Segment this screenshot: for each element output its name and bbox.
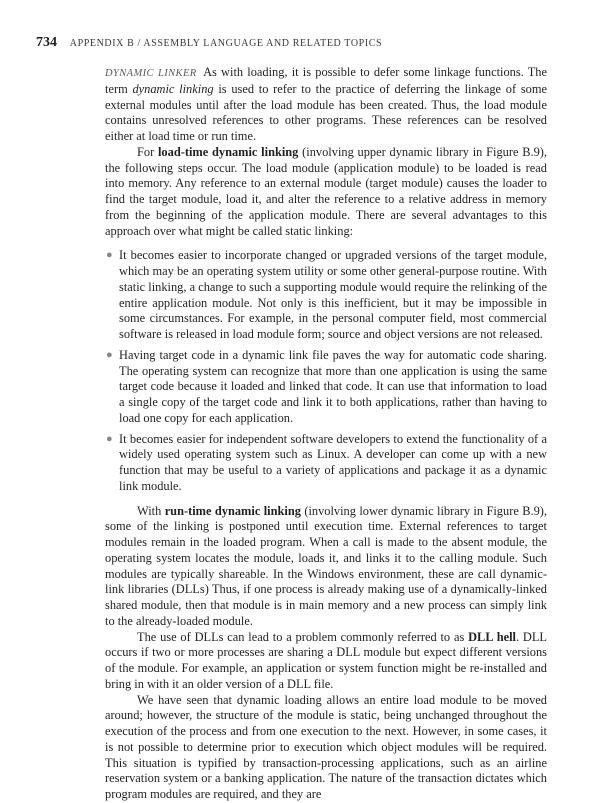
bullet-icon: ● xyxy=(106,249,113,262)
paragraph-dll-hell xyxy=(105,630,547,693)
run-in-heading: DYNAMIC LINKER xyxy=(105,68,197,79)
paragraph-text: . DLL occurs if two or more processes are sharing a DLL module but expect different versions of the module. For example, an application or system function might be re-installed and bring in with it an older version of a DLL file. xyxy=(105,629,548,691)
paragraph-text: For xyxy=(137,144,158,159)
list-item xyxy=(106,248,547,343)
bullet-icon: ● xyxy=(106,348,113,361)
paragraph-text: As with loading, it is possible to defer some linkage functions. The term xyxy=(105,65,547,96)
list-item-text: It becomes easier for independent software developers to extend the functionality of a widely used operating system such as Linux. A developer can come up with a new function that may be useful to a variety of applications and package it as a dynamic link module. xyxy=(119,431,547,493)
paragraph-text: (involving upper dynamic library in Figure B.9), the following steps occur. The load module (application module) to be loaded is read into memory. Any reference to an external module (target module) causes the loader to find the target module, load it, and alter the reference to a relative address in memory from the beginning of the application module. There are several advantages to this approach over what might be called static linking: xyxy=(105,144,548,238)
running-head xyxy=(36,36,566,51)
list-item xyxy=(106,431,547,495)
list-item xyxy=(106,347,547,427)
paragraph-run-time xyxy=(105,504,547,630)
bullet-icon: ● xyxy=(106,432,113,445)
list-item-text: Having target code in a dynamic link file paves the way for automatic code sharing. The operating system can recognize that more than one application is using the same target code because it loaded and linked that code. It can use that information to load a single copy of the target code and link it to both applications, rather than having to load one copy for each application. xyxy=(119,347,547,425)
running-title: APPENDIX B / ASSEMBLY LANGUAGE AND RELATED TOPICS xyxy=(69,38,383,49)
term-dll-hell: DLL hell xyxy=(468,629,516,644)
paragraph-text: is used to refer to the practice of deferring the linkage of some external modules until after the load module has been created. Thus, the load module contains unresolved references to other programs. These references can be resolved either at load time or run time. xyxy=(105,81,547,143)
body-text xyxy=(105,65,547,803)
term-dynamic-linking: dynamic linking xyxy=(132,81,214,96)
page-number: 734 xyxy=(36,35,57,50)
advantages-list xyxy=(105,248,547,494)
paragraph-text: (involving lower dynamic library in Figure B.9), some of the linking is postponed until execution time. External references to target modules remain in the loaded program. When a call is made to the absent module, the operating system locates the module, loads it, and links it to the calling module. Such modules are typically shareable. In the Windows environment, these are call dynamic-link libraries (DLLs) Thus, if one process is already making use of a dynamically-linked shared module, then that module is in main memory and a new process can simply link to the already-loaded module. xyxy=(105,503,547,628)
paragraph-dynamic-linker xyxy=(105,65,547,145)
paragraph-load-time xyxy=(105,145,547,240)
paragraph-dynamic-loading: We have seen that dynamic loading allows an entire load module to be moved around; however, the structure of the module is static, being unchanged throughout the execution of the process and from one execution to the next. However, in some cases, it is not possible to determine prior to execution which object modules will be required. This situation is typified by transaction-processing applications, such as an airline reservation system or a banking application. The nature of the transaction dictates which program modules are required, and they are xyxy=(105,692,547,801)
paragraph-text: With xyxy=(137,503,165,518)
list-item-text: It becomes easier to incorporate changed or upgraded versions of the target module, which may be an operating system utility or some other general-purpose routine. With static linking, a change to such a supporting module would require the relinking of the entire application module. Not only is this inefficient, but it may be impossible in some circumstances. For example, in the personal computer field, most commercial software is released in load module form; source and object versions are not released. xyxy=(119,248,547,341)
paragraph-text: The use of DLLs can lead to a problem commonly referred to as xyxy=(137,629,469,644)
term-run-time-dynamic-linking: run-time dynamic linking xyxy=(164,503,301,518)
term-load-time-dynamic-linking: load-time dynamic linking xyxy=(157,144,299,159)
